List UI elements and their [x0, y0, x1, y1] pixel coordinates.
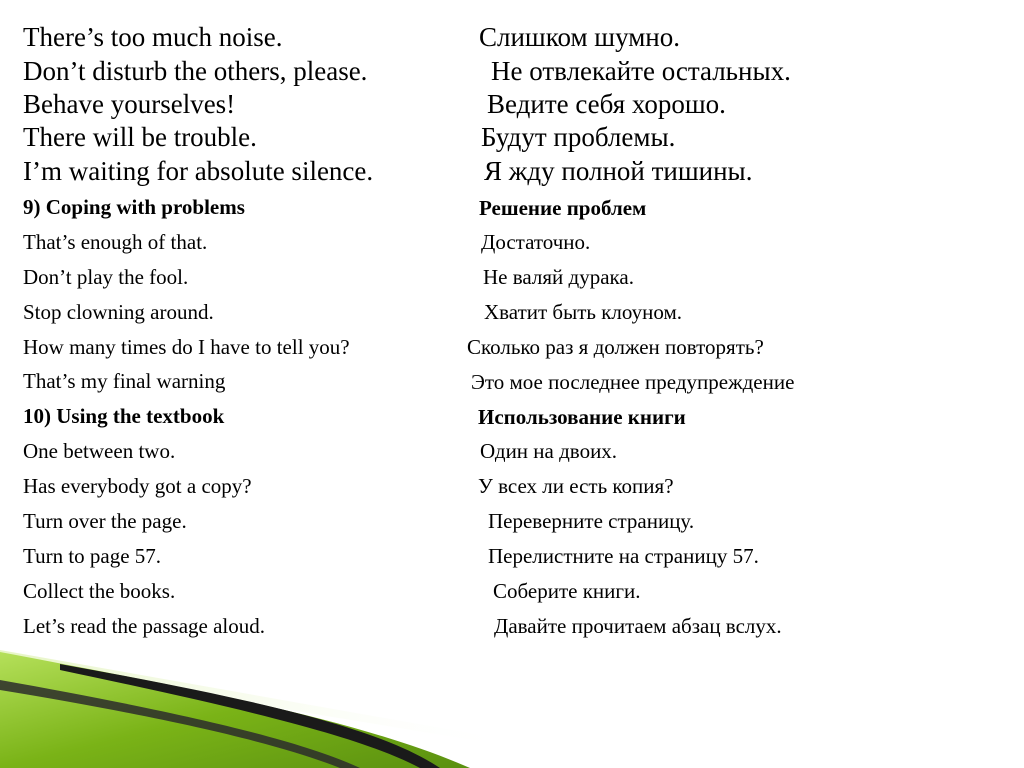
phrase-en-11: One between two.	[23, 439, 176, 463]
phrase-ru-13: Переверните страницу.	[488, 509, 695, 533]
phrase-en-15: Collect the books.	[23, 579, 176, 603]
phrase-ru-4: Будут проблемы.	[481, 122, 676, 152]
section-heading-en-10: 10) Using the textbook	[23, 404, 225, 428]
phrase-en-10: That’s my final warning	[23, 369, 226, 393]
phrase-en-2: Don’t disturb the others, please.	[23, 56, 368, 86]
phrase-en-8: Stop clowning around.	[23, 300, 214, 324]
section-heading-en-9: 9) Coping with problems	[23, 195, 245, 219]
phrase-ru-7: Не валяй дурака.	[483, 265, 634, 289]
phrase-ru-12: У всех ли есть копия?	[478, 474, 674, 498]
phrase-ru-6: Достаточно.	[481, 230, 591, 254]
phrase-en-12: Has everybody got a copy?	[23, 474, 252, 498]
phrase-ru-2: Не отвлекайте остальных.	[491, 56, 791, 86]
phrase-ru-15: Соберите книги.	[493, 579, 641, 603]
phrase-ru-10: Это мое последнее предупреждение	[471, 370, 795, 394]
phrase-ru-5: Я жду полной тишины.	[484, 156, 753, 186]
phrase-en-7: Don’t play the fool.	[23, 265, 189, 289]
phrase-ru-9: Сколько раз я должен повторять?	[467, 335, 764, 359]
phrase-en-14: Turn to page 57.	[23, 544, 162, 568]
phrase-en-16: Let’s read the passage aloud.	[23, 614, 265, 638]
phrase-ru-14: Перелистните на страницу 57.	[488, 544, 759, 568]
phrase-en-5: I’m waiting for absolute silence.	[23, 156, 374, 186]
phrase-ru-8: Хватит быть клоуном.	[484, 300, 682, 324]
phrase-en-1: There’s too much noise.	[23, 22, 283, 52]
phrase-en-6: That’s enough of that.	[23, 230, 208, 254]
phrase-en-4: There will be trouble.	[23, 122, 257, 152]
phrase-en-9: How many times do I have to tell you?	[23, 335, 350, 359]
phrase-en-3: Behave yourselves!	[23, 89, 236, 119]
phrase-ru-1: Слишком шумно.	[479, 22, 681, 52]
phrase-en-13: Turn over the page.	[23, 509, 187, 533]
phrase-ru-16: Давайте прочитаем абзац вслух.	[494, 614, 782, 638]
phrase-ru-3: Ведите себя хорошо.	[487, 89, 726, 119]
section-heading-ru-9: Решение проблем	[479, 196, 647, 220]
section-heading-ru-10: Использование книги	[478, 405, 686, 429]
phrase-ru-11: Один на двоих.	[480, 439, 618, 463]
